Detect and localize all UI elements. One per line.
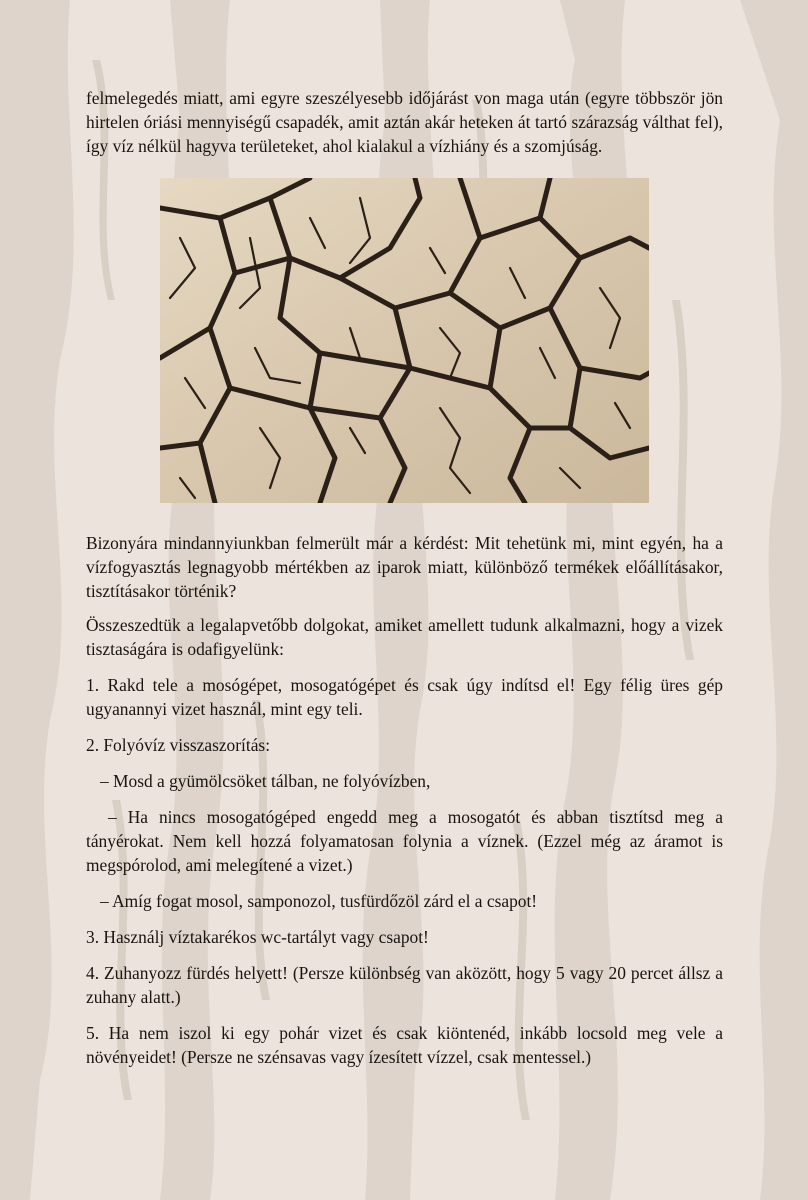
tip-4: 4. Zuhanyozz fürdés helyett! (Persze különbség van aközött, hogy 5 vagy 20 percet állsz a zuhany alatt.): [86, 963, 723, 1007]
tip-2: 2. Folyóvíz visszaszorítás:: [86, 735, 271, 755]
tip-2b: – Ha nincs mosogatógéped engedd meg a mosogatót és abban tisztítsd meg a tányérokat. Nem kell hozzá folyamatosan folynia a víznek. (Ezzel még az áramot is megspórolod, ami melegítené a vizet.): [86, 807, 723, 875]
tip-2c: – Amíg fogat mosol, samponozol, tusfürdőzöl zárd el a csapot!: [100, 891, 538, 911]
tip-2a: – Mosd a gyümölcsöket tálban, ne folyóvízben,: [100, 771, 431, 791]
tip-5: 5. Ha nem iszol ki egy pohár vizet és csak kiöntenéd, inkább locsold meg vele a növényeidet! (Persze ne szénsavas vagy ízesített vízzel, csak mentessel.): [86, 1023, 723, 1067]
tip-1: 1. Rakd tele a mosógépet, mosogatógépet és csak úgy indítsd el! Egy félig üres gép ugyanannyi vizet használ, mint egy teli.: [86, 675, 723, 719]
cracked-earth-illustration: [160, 178, 649, 503]
cracked-earth-image: [160, 178, 649, 503]
page-content: [86, 86, 723, 1069]
intro-paragraph: felmelegedés miatt, ami egyre szeszélyesebb időjárást von maga után (egyre többször jön hirtelen óriási mennyiségű csapadék, amit aztán akár heteken át tartó szárazság válthat fel), így víz nélkül hagyva területeket, ahol kialakul a vízhiány és a szomjúság.: [86, 88, 723, 156]
summary-paragraph: Összeszedtük a legalapvetőbb dolgokat, amiket amellett tudunk alkalmazni, hogy a vizek tisztaságára is odafigyelünk:: [86, 615, 723, 659]
question-paragraph: Bizonyára mindannyiunkban felmerült már a kérdést: Mit tehetünk mi, mint egyén, ha a vízfogyasztás legnagyobb mértékben az iparok miatt, különböző termékek előállításakor, tisztításakor történik?: [86, 533, 723, 601]
tip-3: 3. Használj víztakarékos wc-tartályt vagy csapot!: [86, 927, 429, 947]
